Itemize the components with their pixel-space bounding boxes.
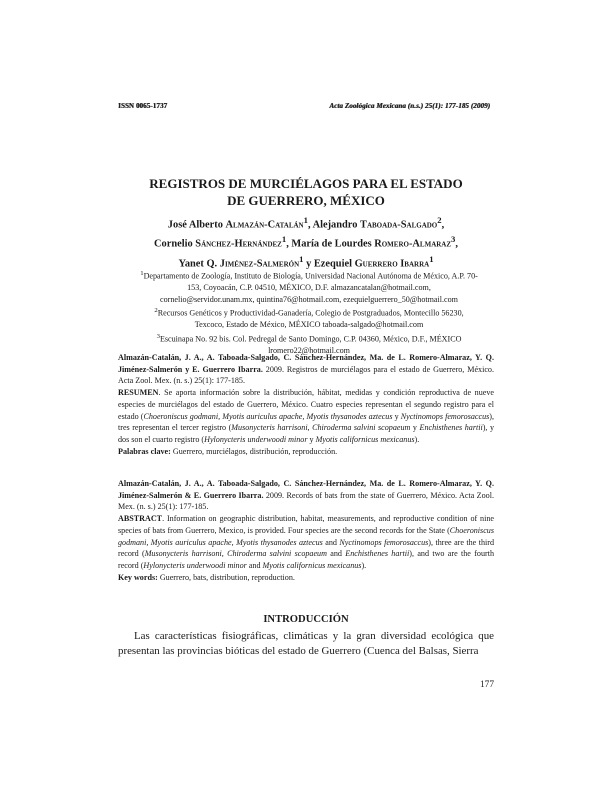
abstract-body xyxy=(118,513,494,572)
author-list xyxy=(110,213,502,271)
abstract-text: ), and two are the fourth record ( xyxy=(118,549,494,570)
species-names: Enchisthenes hartii xyxy=(419,423,483,433)
species-names: Nyctinomops femorosaccus xyxy=(339,537,429,547)
keywords-label: Key words: xyxy=(118,572,158,582)
abstract-text: ), tres representan el tercer registro ( xyxy=(118,411,494,433)
abstract-spanish xyxy=(118,352,494,457)
citation xyxy=(118,478,494,513)
citation xyxy=(118,352,494,387)
author-first: Ezequiel xyxy=(313,258,355,270)
species-names: Nyctinomops femorosaccus xyxy=(400,411,490,421)
affiliation-2 xyxy=(140,305,478,331)
affiliation-text: Escuinapa No. 92 bis. Col. Pedregal de Santo Domingo, C.P. 04360, México, D.F., MÉXICO lromero22@hotmail.com xyxy=(159,334,462,356)
issn: ISSN 0065-1737 xyxy=(118,102,168,110)
citation-authors: Almazán-Catalán, J. A., A. Taboada-Salgado, C. Sánchez-Hernández, Ma. de L. Romero-Almaraz, Y. Q. Jiménez-Salmerón & E. Guerrero Ibarra. xyxy=(118,479,494,500)
abstract-text: y xyxy=(410,423,420,433)
abstract-text: and xyxy=(246,560,263,570)
species-names: Enchisthenes hartii xyxy=(345,549,410,559)
abstract-text: and xyxy=(326,549,346,559)
page-number: 177 xyxy=(479,680,494,690)
abstract-text: ). xyxy=(414,434,420,444)
species-names: Musonycteris harrisoni, Chiroderma salvini scopaeum xyxy=(231,423,411,433)
author-first: Alejandro xyxy=(312,219,361,231)
article-title xyxy=(110,175,502,209)
author-last: Taboada-Salgado xyxy=(360,219,438,231)
journal-reference: Acta Zoológica Mexicana (n.s.) 25(1): 177-185 (2009) xyxy=(329,102,490,110)
affiliation-sup: 2 xyxy=(154,307,158,315)
affiliation-1 xyxy=(140,268,478,305)
author-last: Jiménez-Salmerón xyxy=(219,258,300,270)
author-last: Romero-Almaraz xyxy=(374,238,452,250)
author-last: Sánchez-Hernández xyxy=(195,238,282,250)
author-line-2 xyxy=(110,232,502,251)
author-separator: , xyxy=(441,219,445,231)
abstract-text: ), three are the third record ( xyxy=(118,537,494,559)
citation-details: 2009. Records of bats from the state of Guerrero, México. Acta Zool. Mex. (n. s.) 25(1): 177-185. xyxy=(118,490,494,512)
abstract-text: ), y dos son el cuarto registro ( xyxy=(118,423,495,444)
species-names: Hylonycteris underwoodi minor xyxy=(204,434,308,444)
author-affil-sup: 3 xyxy=(451,234,456,245)
author-line-1 xyxy=(110,213,502,232)
author-separator: , xyxy=(286,238,292,250)
author-affil-sup: 1 xyxy=(299,253,304,264)
affiliation-sup: 1 xyxy=(140,270,144,277)
species-names: Musonycteris harrisoni, Chiroderma salvini scopaeum xyxy=(144,549,327,559)
author-affil-sup: 1 xyxy=(303,215,308,225)
abstract-body xyxy=(118,387,494,446)
species-names: Choeroniscus godmani, Myotis auriculus apache, Myotis thysanodes aztecus xyxy=(143,411,393,421)
affiliation-sup: 3 xyxy=(156,332,160,340)
abstract-text: . Se aporta información sobre la distribución, hábitat, medidas y condición reproductiva de nueve especies de murciélagos del estado de Guerrero, México. Cuatro especies representan el segundo registro para el estado ( xyxy=(118,388,494,421)
author-first: Yanet Q. xyxy=(178,258,220,270)
author-conjunction: y xyxy=(303,258,314,270)
abstract-text: y xyxy=(392,411,401,421)
species-names: Choeroniscus godmani, Myotis auriculus apache, Myotis thysanodes aztecus xyxy=(118,525,494,547)
title-line-1: REGISTROS DE MURCIÉLAGOS PARA EL ESTADO xyxy=(149,176,463,191)
keywords xyxy=(118,572,494,584)
author-first: María de Lourdes xyxy=(291,238,375,250)
author-affil-sup: 2 xyxy=(437,215,442,225)
abstract-text: y xyxy=(307,434,316,444)
author-first: Cornelio xyxy=(154,238,196,250)
abstract-label: ABSTRACT xyxy=(118,514,163,524)
species-names: Myotis californicus mexicanus xyxy=(262,560,362,570)
affiliation-text: Recursos Genéticos y Productividad-Ganadería, Colegio de Postgraduados, Montecillo 56230, Texcoco, Estado de México, MÉXICO taboada-salgado@hotmail.com xyxy=(157,308,464,330)
keywords-text: Guerrero, bats, distribution, reproduction. xyxy=(157,572,295,582)
section-heading-introduction: INTRODUCCIÓN xyxy=(263,614,349,625)
author-affil-sup: 1 xyxy=(429,253,434,264)
citation-authors: Almazán-Catalán, J. A., A. Taboada-Salgado, C. Sánchez-Hernández, Ma. de L. Romero-Almaraz, Y. Q. Jiménez-Salmerón y E. Guerrero Ibarra. xyxy=(118,353,494,374)
abstract-text: ). xyxy=(361,560,367,570)
author-last: Guerrero Ibarra xyxy=(354,258,430,270)
affiliation-text: Departamento de Zoología, Instituto de Biología, Universidad Nacional Autónoma de México, A.P. 70-153, Coyoacán, C.P. 04510, MÉXICO, D.F. almazancatalan@hotmail.com, cornelio@servidor.unam.mx, quintina76@hotmail.com, ezequielguerrero_50@hotmail.com xyxy=(143,271,478,304)
author-first: José Alberto xyxy=(167,219,226,231)
abstract-english xyxy=(118,478,494,583)
citation-details: 2009. Registros de murciélagos para el estado de Guerrero, México. Acta Zool. Mex. (n. s.) 25(1): 177-185. xyxy=(118,364,494,386)
author-last: Almazán-Catalán xyxy=(225,219,304,231)
keywords-text: Guerrero, murciélagos, distribución, reproducción. xyxy=(170,446,338,456)
abstract-label: RESUMEN xyxy=(118,388,159,398)
running-head xyxy=(118,102,490,110)
title-line-2: DE GUERRERO, MÉXICO xyxy=(227,193,385,208)
keywords-label: Palabras clave: xyxy=(118,446,171,456)
species-names: Myotis californicus mexicanus xyxy=(315,434,415,444)
keywords xyxy=(118,446,494,458)
abstract-text: and xyxy=(322,537,340,547)
species-names: Hylonycteris underwoodi minor xyxy=(143,560,247,570)
author-separator: , xyxy=(455,238,458,250)
author-affil-sup: 1 xyxy=(281,234,287,245)
introduction-paragraph: Las características fisiográficas, climáticas y la gran diversidad ecológica que presentan las provincias bióticas del estado de Guerrero (Cuenca del Balsas, Sierra xyxy=(118,630,494,657)
affiliations xyxy=(140,268,478,357)
author-separator: , xyxy=(307,219,313,231)
abstract-text: . Information on geographic distribution, habitat, measurements, and reproductive condition of nine species of bats from Guerrero, Mexico, is provided. Four species are the second records for the State ( xyxy=(118,514,494,535)
